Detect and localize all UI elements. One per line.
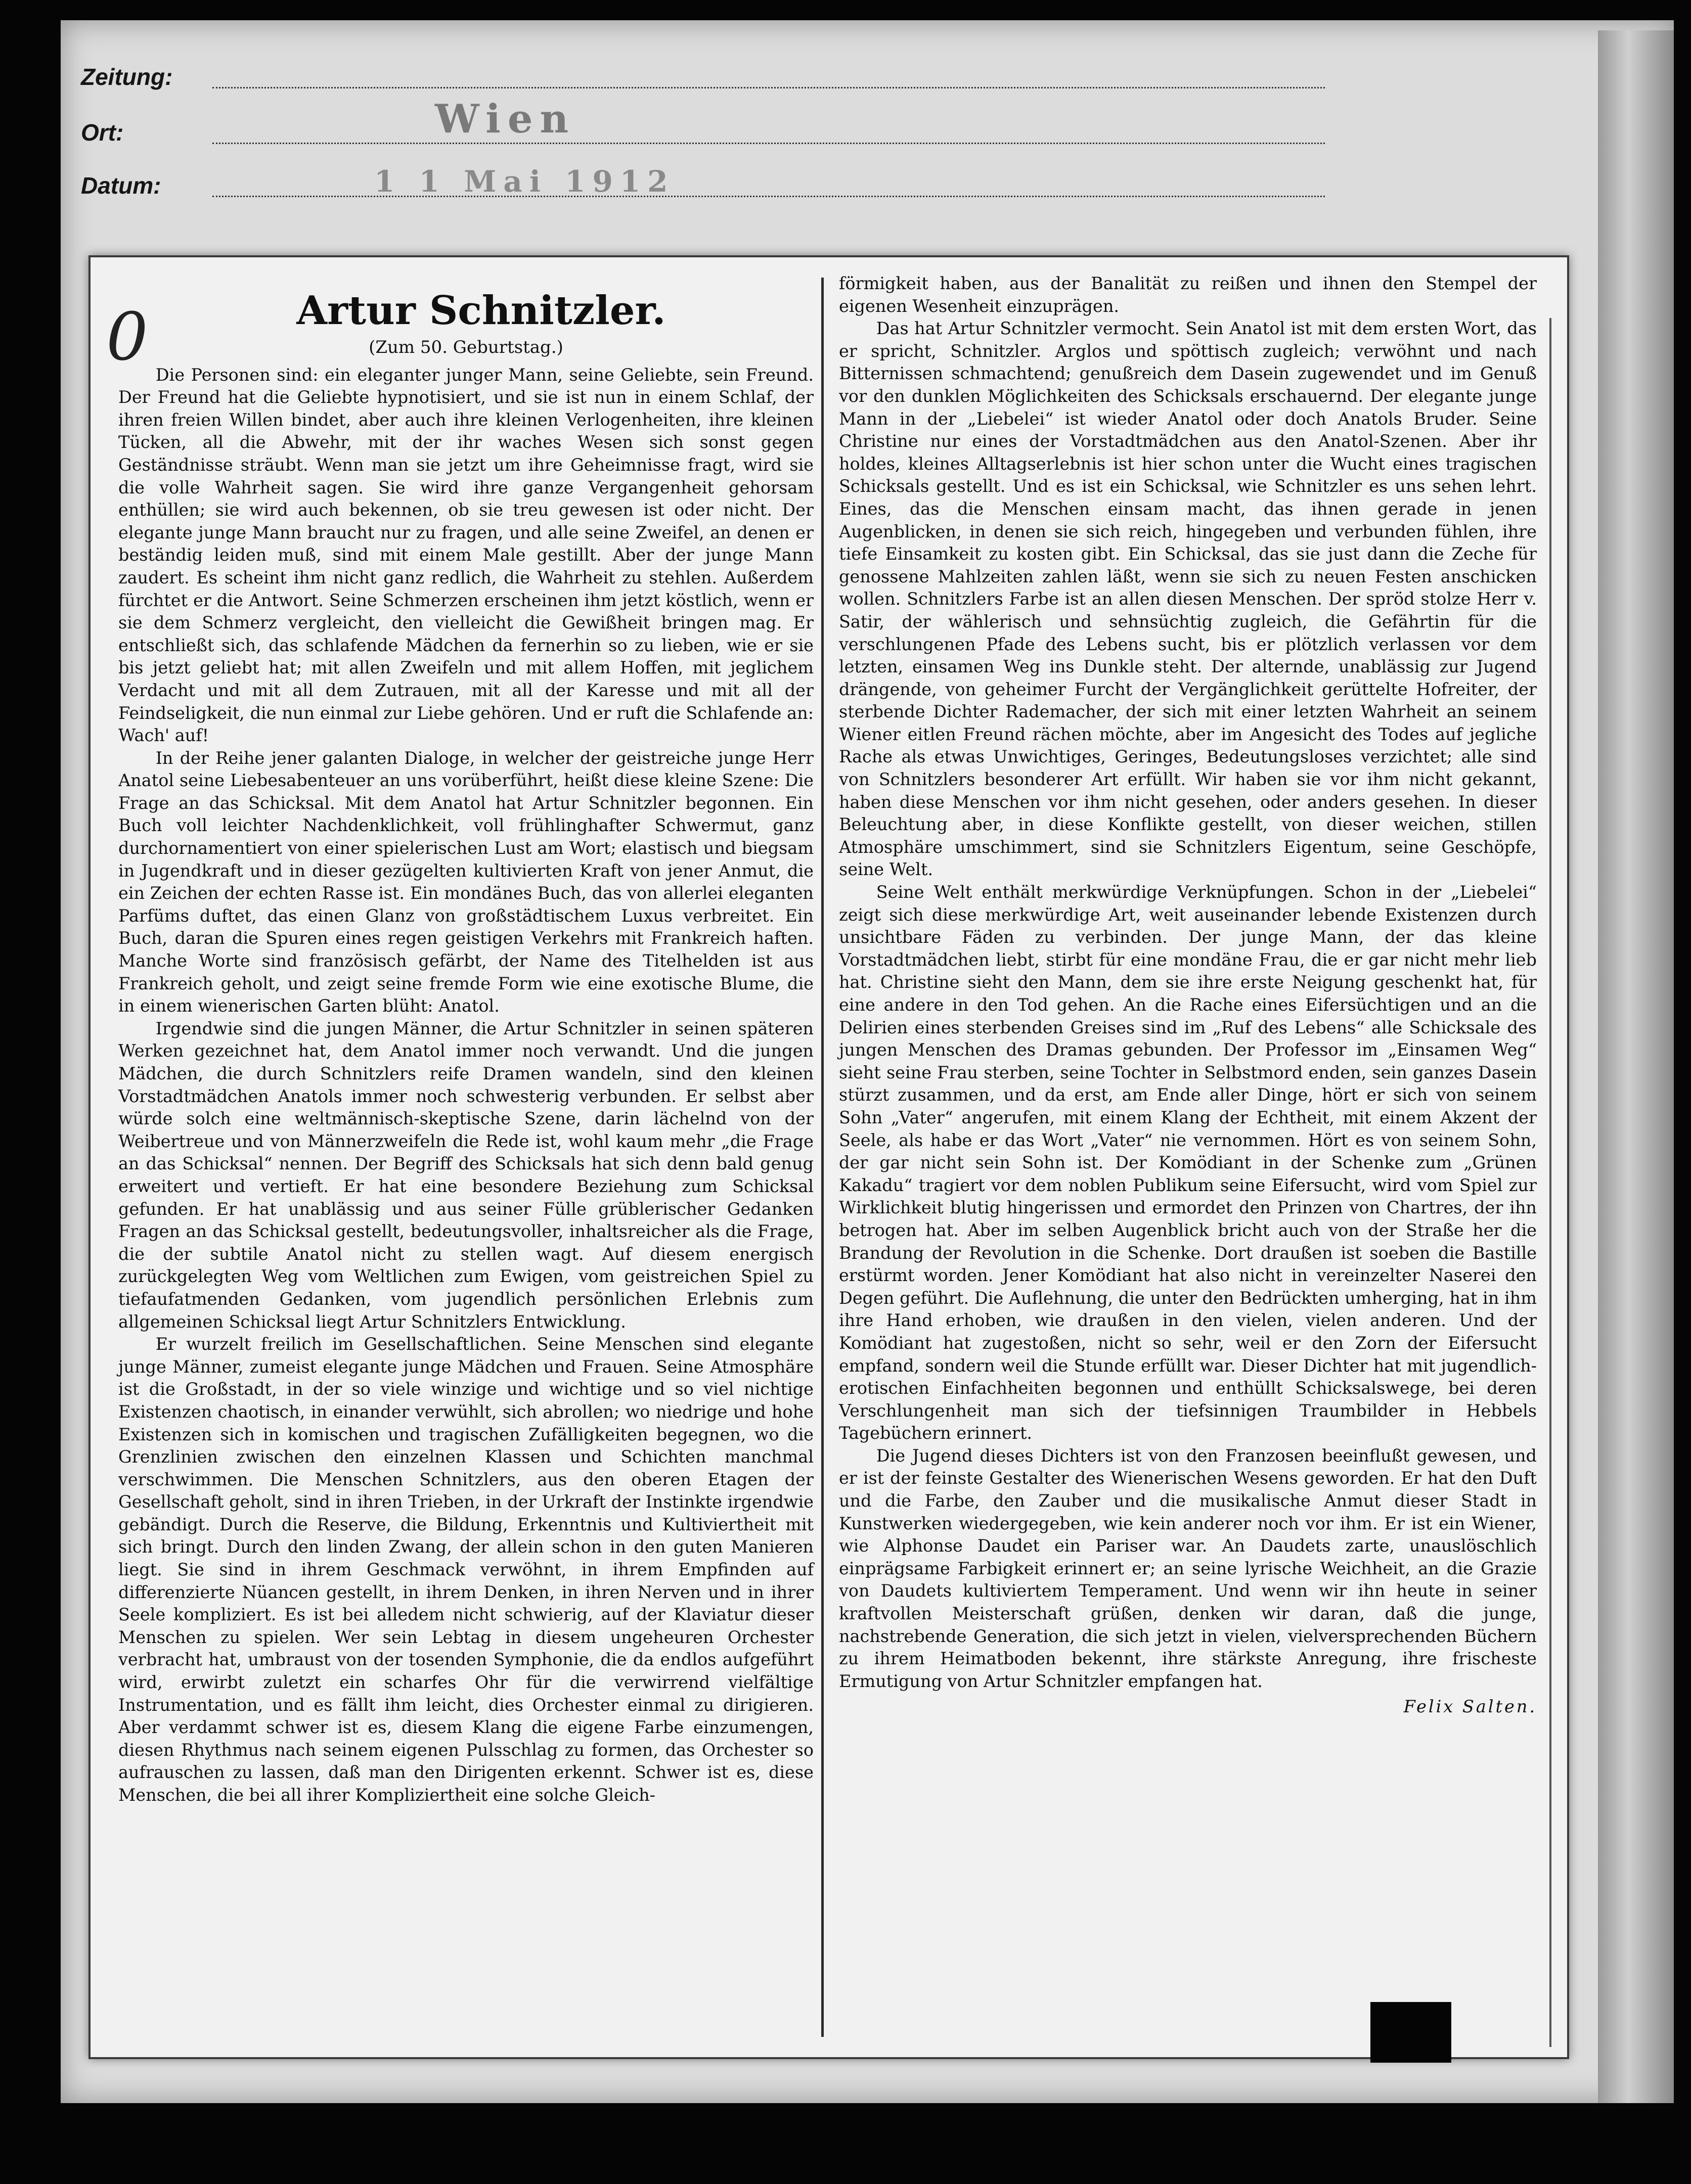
article-paragraph: Die Personen sind: ein eleganter junger Mann, seine Geliebte, sein Freund. Der Freund hat die Geliebte hypnotisiert, und sie ist nun in einem Schlaf, der ihren freien Willen bindet, aber auch ihre kleinen Verlogenheiten, ihre kleinen Tücken, all die Abwehr, mit der ihr waches Wesen sich sonst gegen Geständnisse sträubt. Wenn man sie jetzt um ihre Geheimnisse fragt, wird sie die volle Wahrheit sagen. Sie wird ihre ganze Vergangenheit gehorsam enthüllen; sie wird auch bekennen, ob sie treu gewesen ist oder nicht. Der elegante junge Mann braucht nur zu fragen, und alle seine Zweifel, an denen er beständig leiden muß, sind mit einem Male gestillt. Aber der junge Mann zaudert. Es scheint ihm nicht ganz redlich, die Wahrheit zu stehlen. Außerdem fürchtet er die Antwort. Seine Schmerzen erscheinen ihm jetzt köstlich, wenn er sie dem Schmerz vergleicht, den vielleicht die Gewißheit bringen mag. Er entschließt sich, das schlafende Mädchen da fernerhin so zu lieben, wie er sie bis jetzt geliebt hat; mit allen Zweifeln und mit allem Hoffen, mit jeglichem Verdacht und mit all dem Zutrauen, mit all der Karesse und mit all der Feindseligkeit, die nun einmal zur Liebe gehören. Und er ruft die Schlafende an: Wach' auf! [118, 365, 814, 746]
article-paragraph: Irgendwie sind die jungen Männer, die Artur Schnitzler in seinen späteren Werken gezeichnet hat, dem Anatol immer noch verwandt. Und die jungen Mädchen, die durch Schnitzlers reife Dramen wandeln, sind den kleinen Vorstadtmädchen Anatols immer noch schwesterig verbunden. Er selbst aber würde solch eine weltmännisch-skeptische Szene, darin lächelnd von der Weibertreue und von Männerzweifeln die Rede ist, wohl kaum mehr „die Frage an das Schicksal“ nennen. Der Begriff des Schicksals hat sich denn bald genug erweitert und vertieft. Er hat eine besondere Beziehung zum Schicksal gefunden. Er hat unablässig und aus seiner Fülle grüblerischer Gedanken Fragen an das Schicksal gestellt, bedeutungsvoller, inhaltsreicher als die Frage, die der subtile Anatol nicht zu stellen wagt. Auf diesem energisch zurückgelegten Weg vom Weltlichen zum Ewigen, vom geistreichen Spiel zu tiefaufatmenden Gedanken, vom jugendlich persönlichen Erlebnis zum allgemeinen Schicksal liegt Artur Schnitzlers Entwicklung. [118, 1018, 814, 1332]
ort-label: Ort: [81, 119, 124, 146]
datum-label: Datum: [81, 172, 161, 199]
newspaper-clipping [88, 255, 1569, 2059]
article-paragraph: Die Jugend dieses Dichters ist von den Franzosen beeinflußt gewesen, und er ist der feinste Gestalter des Wienerischen Wesens geworden. Er hat den Duft und die Farbe, den Zauber und die musikalische Anmut dieser Stadt in Kunstwerken wiedergegeben, wie kein anderer noch vor ihm. Er ist ein Wiener, wie Alphonse Daudet ein Pariser war. An Daudets zarte, unauslöschlich einprägsame Farbigkeit erinnert er; an seine lyrische Weichheit, an die Grazie von Daudets kultiviertem Temperament. Und wenn wir ihn heute in seiner kraftvollen Meisterschaft grüßen, denken wir daran, daß die junge, nachstrebende Generation, die sich jetzt in vielen, vielversprechenden Büchern zu ihrem Heimatboden bekennt, ihre stärkste Anregung, ihre frischeste Ermutigung von Artur Schnitzler empfangen hat. [839, 1445, 1537, 1691]
article-paragraph: Das hat Artur Schnitzler vermocht. Sein Anatol ist mit dem ersten Wort, das er spricht, Schnitzler. Arglos und spöttisch zugleich; verwöhnt und nach Bitternissen schmachtend; genußreich dem Dasein zugewendet und im Genuß vor den dunklen Möglichkeiten des Schicksals erschauernd. Der elegante junge Mann in der „Liebelei“ ist wieder Anatol oder doch Anatols Bruder. Seine Christine nur eines der Vorstadtmädchen aus den Anatol-Szenen. Aber ihr holdes, kleines Alltagserlebnis ist hier schon unter die Wucht eines tragischen Schicksals gestellt. Und es ist ein Schicksal, wie Schnitzler es uns sehen lehrt. Eines, das die Menschen einsam macht, das ihnen gerade in jenen Augenblicken, in denen sie sich reich, hingegeben und verbunden fühlen, ihre tiefe Einsamkeit zu kosten gibt. Ein Schicksal, das sie just dann die Zeche für genossene Mahlzeiten zahlen läßt, wenn sie sich zu neuen Festen anschicken wollen. Schnitzlers Farbe ist an allen diesen Menschen. Der spröd stolze Herr v. Satir, der wählerisch und sehnsüchtig zugleich, die Gefährtin für die verschlungenen Pfade des Lebens sucht, bis er plötzlich verlassen vor dem letzten, einsamen Weg ins Dunkle steht. Der alternde, unablässig zur Jugend drängende, von geheimer Furcht der Vergänglichkeit gerüttelte Hofreiter, der sterbende Dichter Rademacher, der sich mit einer letzten Wahrheit an seinem Wiener eitlen Freund rächen möchte, aber im Angesicht des Todes auf jegliche Rache als etwas Unwichtiges, Geringes, Bedeutungsloses verzichtet; alle sind von Schnitzlers besonderer Art erfüllt. Wir haben sie vor ihm nicht gekannt, haben diese Menschen vor ihm nicht gesehen, oder anders gesehen. In dieser Beleuchtung aber, in diese Konflikte gestellt, von dieser weichen, stillen Atmosphäre umschimmert, sind sie Schnitzlers Eigentum, seine Geschöpfe, seine Welt. [839, 318, 1537, 880]
article-paragraph: förmigkeit haben, aus der Banalität zu reißen und ihnen den Stempel der eigenen Wesenheit einzuprägen. [839, 274, 1537, 316]
handwritten-margin-mark: 0 [106, 298, 148, 375]
ort-value: Wien [435, 96, 576, 142]
datum-value: 1 1 Mai 1912 [374, 164, 675, 199]
article-paragraph: In der Reihe jener galanten Dialoge, in welcher der geistreiche junge Herr Anatol seine Liebesabenteuer an uns vorüberführt, heißt diese kleine Szene: Die Frage an das Schicksal. Mit dem Anatol hat Artur Schnitzler begonnen. Ein Buch voll leichter Nachdenklichkeit, voll frühlinghafter Schwermut, ganz durchornamentiert von einer spielerischen Lust am Wort; elastisch und biegsam in Jugendkraft und in dieser gezügelten kultivierten Kraft von jener Anmut, die ein Zeichen der echten Rasse ist. Ein mondänes Buch, das von allerlei eleganten Parfüms duftet, das einen Glanz von großstädtischem Luxus verbreitet. Ein Buch, daran die Spuren eines regen geistigen Verkehrs mit Frankreich haften. Manche Worte sind französisch gefärbt, der Name des Titelhelden ist aus Frankreich geholt, und zeigt seine fremde Form wie eine exotische Blume, die in einem wienerischen Garten blüht: Anatol. [118, 748, 814, 1016]
right-edge-rule [1549, 318, 1551, 2047]
article-subtitle: (Zum 50. Geburtstag.) [369, 337, 563, 357]
article-column-left [118, 288, 814, 1807]
article-paragraph: Seine Welt enthält merkwürdige Verknüpfungen. Schon in der „Liebelei“ zeigt sich diese merkwürdige Art, weit auseinander lebende Existenzen durch unsichtbare Fäden zu verbinden. Der junge Mann, der das kleine Vorstadtmädchen liebt, stirbt für eine mondäne Frau, die er gar nicht mehr lieb hat. Christine sieht den Mann, dem sie ihre erste Neigung geschenkt hat, für eine andere in den Tod gehen. An die Rache eines Eifersüchtigen und an die Delirien eines sterbenden Greises sind im „Ruf des Lebens“ alle Schicksale des jungen Menschen des Dramas gebunden. Der Professor im „Einsamen Weg“ sieht seine Frau sterben, seine Tochter in Selbstmord enden, sein ganzes Dasein stürzt zusammen, und da erst, am Ende aller Dinge, hört er sich von seinem Sohn „Vater“ angerufen, mit einem Klang der Echtheit, mit einem Akzent der Seele, als habe er das Wort „Vater“ nie vernommen. Hört es von seinem Sohn, der gar nicht sein Sohn ist. Der Komödiant in der Schenke zum „Grünen Kakadu“ tragiert vor dem noblen Publikum seine Eifersucht, wird vom Spiel zur Wirklichkeit blutig hingerissen und ermordet den Prinzen von Chartres, der ihn betrogen hat. Aber im selben Augenblick bricht auch von der Straße her die Brandung der Revolution in die Schenke. Dort draußen ist soeben die Bastille erstürmt worden. Jener Komödiant hat also nicht in vereinzelter Naserei den Degen geführt. Die Auflehnung, die unter den Bedrückten umherging, hat in ihm ihre Hand erhoben, wie draußen in den vielen, vielen anderen. Und der Komödiant hat zugestoßen, nicht so sehr, weil er den Zorn der Eifersucht empfand, sondern weil die Stunde erfüllt war. Dieser Dichter hat mit jugendlich-erotischen Einfachheiten begonnen und enthüllt Schicksalswege, bei deren Verschlungenheit man sich der tiefsinnigen Traumbilder in Hebbels Tagebüchern erinnert. [839, 882, 1537, 1443]
zeitung-label: Zeitung: [81, 64, 173, 90]
card-edge-shadow [1598, 30, 1674, 2103]
article-paragraph: Er wurzelt freilich im Gesellschaftlichen. Seine Menschen sind elegante junge Männer, zumeist elegante junge Mädchen und Frauen. Seine Atmosphäre ist die Großstadt, in der so viele winzige und wichtige und so viel nichtige Existenzen chaotisch, in einander verwühlt, sich abrollen; wo niedrige und hohe Existenzen sich in komischen und tragischen Zufälligkeiten begegnen, wo die Grenzlinien zwischen den einzelnen Klassen und Schichten manchmal verschwimmen. Die Menschen Schnitzlers, aus den oberen Etagen der Gesellschaft geholt, sind in ihren Trieben, in der Urkraft der Instinkte irgendwie gebändigt. Durch die Reserve, die Bildung, Erkenntnis und Kultiviertheit mit sich bringt. Durch den linden Zwang, der allein schon in den guten Manieren liegt. Sie sind in ihrem Geschmack verwöhnt, in ihrem Empfinden auf differenzierte Nüancen gestellt, in ihrem Denken, in ihren Nerven und in ihrer Seele kompliziert. Es ist bei alledem nicht schwierig, auf der Klaviatur dieser Menschen zu spielen. Wer sein Lebtag in diesem ungeheuren Orchester verbracht hat, umbraust von der tosenden Symphonie, die da endlos aufgeführt wird, erwirbt zuletzt ein scharfes Ohr für die verwirrend vielfältige Instrumentation, und es fällt ihm leicht, dies Orchester einmal zu dirigieren. Aber verdammt schwer ist es, diesem Klang die eigene Farbe einzumengen, diesen Rhythmus nach seinem eigenen Pulsschlag zu formen, das Orchester so aufrauschen zu lassen, daß man den Dirigenten erkennt. Schwer ist es, diese Menschen, die bei all ihrer Kompliziertheit eine solche Gleich- [118, 1334, 814, 1805]
torn-corner [1370, 2002, 1451, 2063]
article-column-right [839, 272, 1537, 1718]
column-rule [821, 278, 824, 2037]
article-signature: Felix Salten. [1403, 1697, 1537, 1717]
ort-line [212, 143, 1325, 144]
article-title: Artur Schnitzler. [296, 288, 666, 334]
zeitung-line [212, 87, 1325, 88]
